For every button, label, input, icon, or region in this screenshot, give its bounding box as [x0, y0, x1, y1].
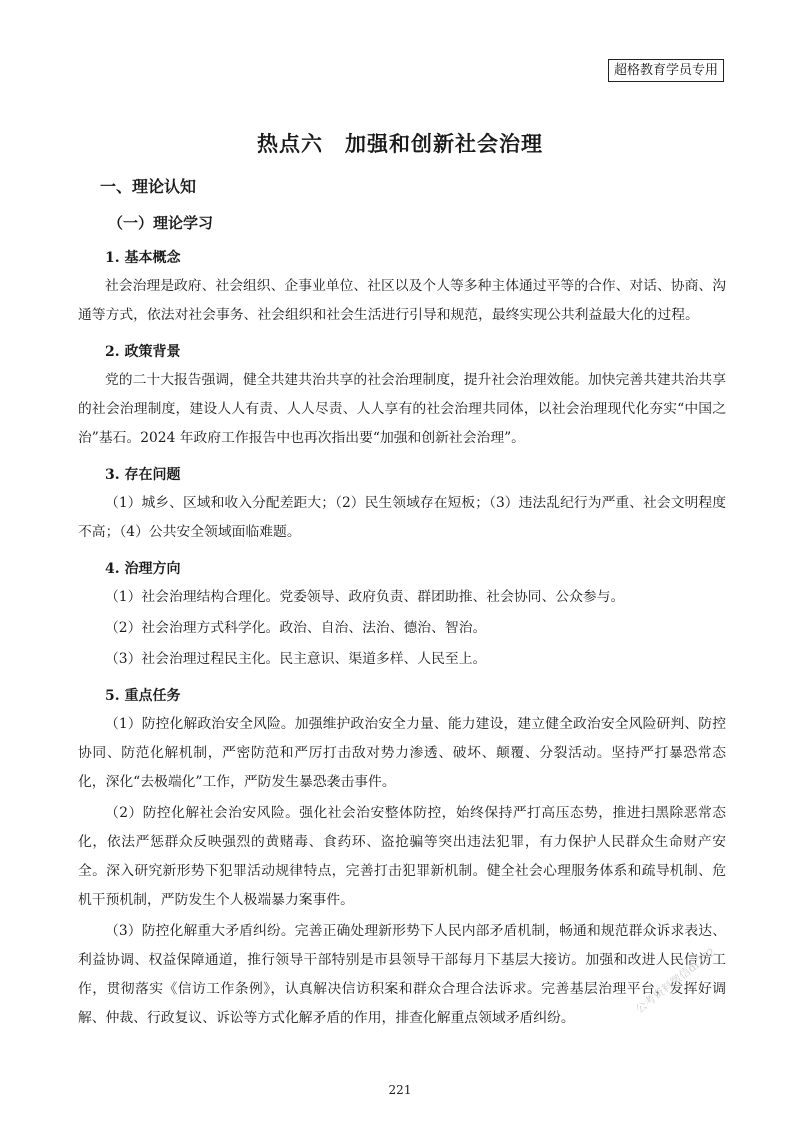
policy-background-heading: 2. 政策背景 — [105, 344, 181, 360]
basic-concept-heading: 1. 基本概念 — [105, 250, 181, 266]
direction-heading: 4. 治理方向 — [105, 561, 181, 577]
problems-heading: 3. 存在问题 — [105, 467, 181, 483]
problems-paragraph: （1）城乡、区域和收入分配差距大；（2）民生领域存在短板；（3）违法乱纪行为严重、社会文明程度不高；（4）公共安全领域面临难题。 — [78, 495, 726, 540]
task-paragraph: （2）防控化解社会治安风险。强化社会治安整体防控，始终保持严打高压态势，推进扫黑除恶常态化，依法严惩群众反映强烈的黄赌毒、食药环、盗抢骗等突出违法犯罪，有力保护人民群众生命财产安全。深入研究新形势下犯罪活动规律特点，完善打击犯罪新机制。健全社会心理服务体系和疏导机制、危机干预机制，严防发生个人极端暴力案事件。 — [78, 805, 726, 908]
page-title: 热点六 加强和创新社会治理 — [257, 131, 543, 156]
document-body — [78, 174, 726, 1033]
usage-badge: 超格教育学员专用 — [608, 59, 724, 82]
tasks-heading: 5. 重点任务 — [105, 688, 181, 704]
basic-concept-paragraph: 社会治理是政府、社会组织、企事业单位、社区以及个人等多种主体通过平等的合作、对话、协商、沟通等方式，依法对社会事务、社会组织和社会生活进行引导和规范，最终实现公共利益最大化的过程。 — [78, 278, 726, 323]
watermark: 公考资料微信di252 — [633, 945, 719, 1016]
subsection-heading: （一）理论学习 — [108, 214, 214, 232]
policy-background-paragraph: 党的二十大报告强调，健全共建共治共享的社会治理制度，提升社会治理效能。加快完善共建共治共享的社会治理制度，建设人人有责、人人尽责、人人享有的社会治理共同体，以社会治理现代化夯实“中国之治”基石。2024 年政府工作报告中也再次指出要“加强和创新社会治理”。 — [78, 372, 726, 446]
task-paragraph: （1）防控化解政治安全风险。加强维护政治安全力量、能力建设，建立健全政治安全风险研判、防控协同、防范化解机制，严密防范和严厉打击敌对势力渗透、破坏、颠覆、分裂活动。坚持严打暴恐常态化，深化“去极端化”工作，严防发生暴恐袭击事件。 — [78, 716, 726, 790]
task-paragraph: （3）防控化解重大矛盾纠纷。完善正确处理新形势下人民内部矛盾机制，畅通和规范群众诉求表达、利益协调、权益保障通道，推行领导干部特别是市县领导干部每月下基层大接访。加强和改进人民信访工作，贯彻落实《信访工作条例》，认真解决信访积案和群众合理合法诉求。完善基层治理平台，发挥好调解、仲裁、行政复议、诉讼等方式化解矛盾的作用，排查化解重点领域矛盾纠纷。 — [78, 923, 726, 1026]
direction-item: （3）社会治理过程民主化。民主意识、渠道多样、人民至上。 — [105, 651, 487, 667]
section-heading: 一、理论认知 — [100, 177, 197, 196]
direction-item: （2）社会治理方式科学化。政治、自治、法治、德治、智治。 — [105, 620, 487, 636]
direction-item: （1）社会治理结构合理化。党委领导、政府负责、群团助推、社会协同、公众参与。 — [105, 589, 625, 605]
page-number: 221 — [388, 1083, 412, 1097]
